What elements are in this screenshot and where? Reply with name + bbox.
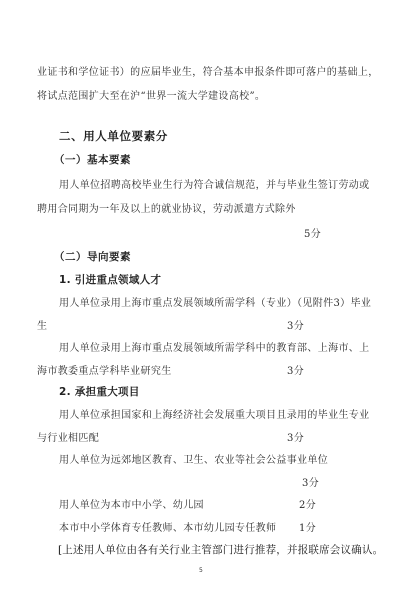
- intro-line-2: 将试点范围扩大至在沪“世界一流大学建设高校”。: [37, 91, 266, 102]
- talent-item-1-line-1: 用人单位录用上海市重点发展领域所需学科（专业）（见附件3）毕业: [59, 298, 372, 309]
- projects-item-3-text: 用人单位为本市中小学、幼儿园: [59, 500, 204, 511]
- projects-item-1-line-1: 用人单位承担国家和上海经济社会发展重大项目且录用的毕业生专业: [59, 410, 370, 421]
- talent-item-2-score: 3分: [287, 366, 305, 377]
- talent-item-1-line-2: 生: [37, 321, 48, 332]
- talent-item-2-line-1: 用人单位录用上海市重点发展领域所需学科中的教育部、上海市、上: [59, 343, 370, 354]
- projects-item-4-score: 1分: [299, 523, 317, 534]
- basic-line-2: 聘用合同期为一年及以上的就业协议，劳动派遣方式除外: [37, 204, 296, 215]
- projects-item-1-line-2: 与行业相匹配: [37, 433, 100, 444]
- basic-score: 5分: [304, 229, 322, 240]
- page-number: 5: [199, 567, 203, 574]
- projects-item-3-score: 2分: [299, 500, 317, 511]
- projects-heading: 2. 承担重大项目: [59, 386, 140, 398]
- approval-note: [上述用人单位由各有关行业主管部门进行推荐，并报联席会议确认。: [58, 544, 384, 556]
- section-heading: 二、用人单位要素分: [59, 129, 168, 143]
- guide-elements-heading: （二）导向要素: [54, 251, 131, 263]
- projects-item-2-text: 用人单位为远郊地区教育、卫生、农业等社会公益事业单位: [59, 455, 329, 466]
- projects-item-4-text: 本市中小学体育专任教师、本市幼儿园专任教师: [59, 523, 277, 534]
- projects-item-2-score: 3分: [302, 478, 320, 489]
- intro-line-1: 业证书和学位证书）的应届毕业生，符合基本申报条件即可落户的基础上，: [37, 67, 379, 78]
- talent-item-1-score: 3分: [287, 321, 305, 332]
- projects-item-1-score: 3分: [287, 433, 305, 444]
- talent-item-2-line-2: 海市教委重点学科毕业研究生: [37, 366, 172, 377]
- talent-heading: 1. 引进重点领域人才: [59, 274, 162, 286]
- basic-line-1: 用人单位招聘高校毕业生行为符合诚信规范，并与毕业生签订劳动或: [59, 180, 370, 191]
- basic-elements-heading: （一）基本要素: [54, 154, 131, 166]
